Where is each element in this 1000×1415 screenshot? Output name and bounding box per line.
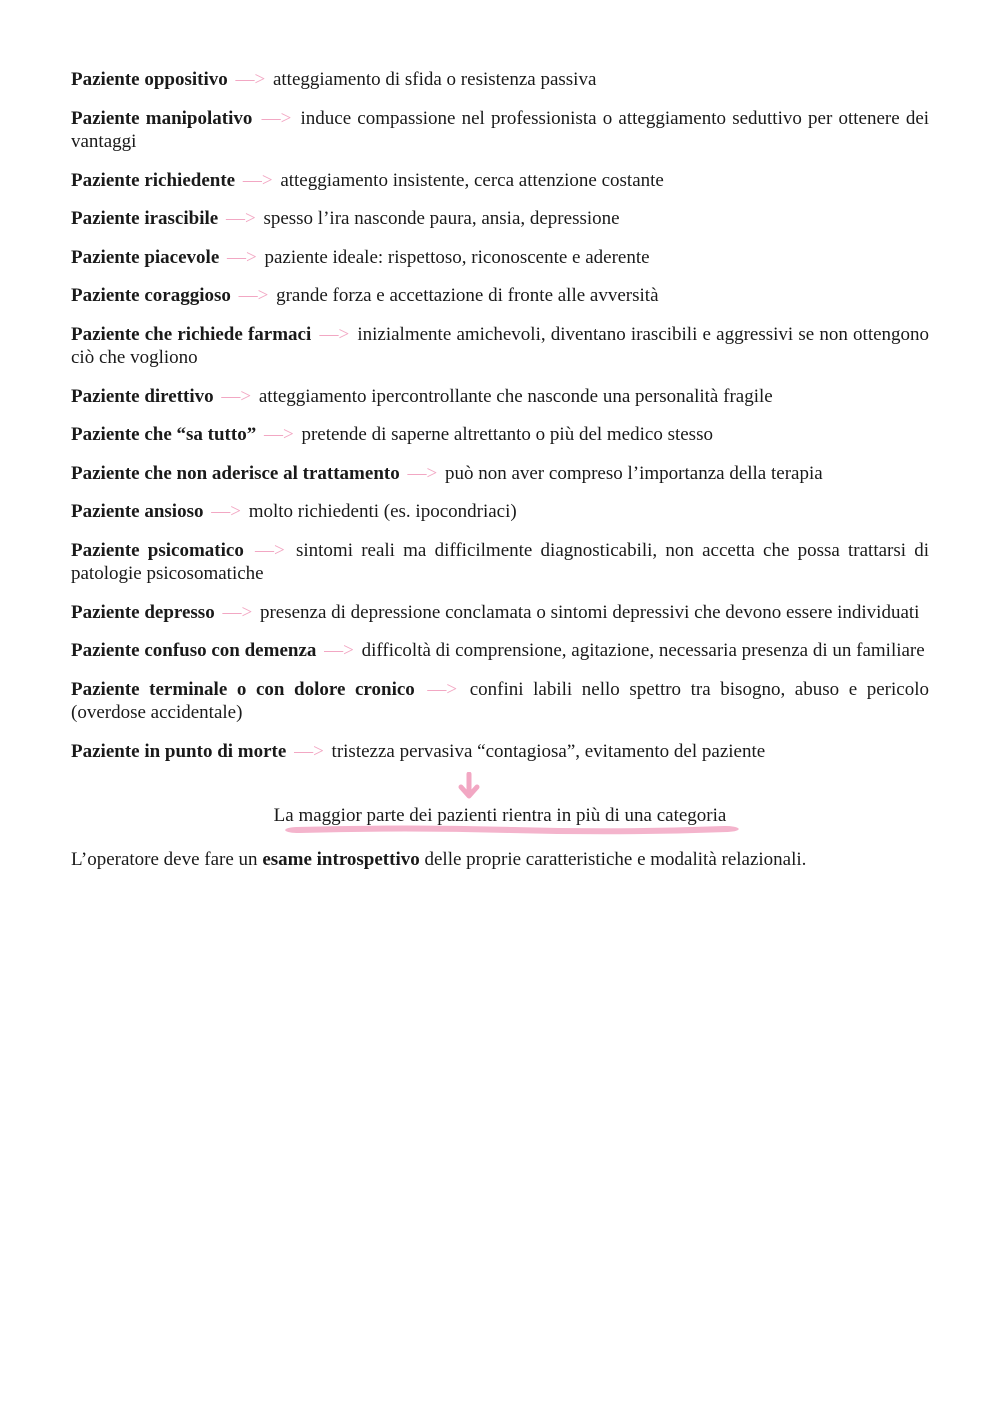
patient-type-description: difficoltà di comprensione, agitazione, necessaria presenza di un familiare [361,640,925,661]
patient-type-term: Paziente che non aderisce al trattamento [71,462,400,484]
arrow-icon: —> [225,208,256,229]
down-arrow-icon [454,772,484,802]
arrow-icon: —> [324,640,354,661]
patient-type-entry [71,107,929,154]
summary-highlighted-text [298,804,726,828]
patient-type-description: presenza di depressione conclamata o sintomi depressivi che devono essere individuati [259,601,920,623]
patient-type-entry [71,68,929,92]
patient-type-entry [71,539,929,586]
patient-type-term: Paziente piacevole [71,246,220,268]
arrow-icon: —> [319,323,350,345]
patient-type-term: Paziente richiedente [71,169,236,191]
patient-type-description: molto richiedenti (es. ipocondriaci) [248,501,517,522]
patient-type-description: pretende di saperne altrettanto o più del medico stesso [301,424,713,445]
closing-bold: esame introspettivo [262,848,420,870]
patient-type-entry [71,639,929,663]
arrow-icon: —> [238,285,269,306]
patient-type-description: grande forza e accettazione di fronte alle avversità [276,285,659,306]
patient-type-entry [71,169,929,193]
document-page [71,68,929,871]
patient-type-term: Paziente che “sa tutto” [71,424,257,445]
patient-type-term: Paziente irascibile [71,208,219,229]
patient-type-entry [71,678,929,725]
patient-type-entry [71,284,929,308]
arrow-icon: —> [261,107,292,129]
arrow-icon: —> [255,539,285,561]
patient-type-entry [71,207,929,231]
patient-type-description: confini labili nello spettro tra bisogno, abuso e pericolo (overdose accidentale) [71,678,929,723]
patient-type-entry [71,500,929,524]
patient-type-entry [71,462,929,486]
patient-type-term: Paziente direttivo [71,385,214,407]
patient-type-term: Paziente oppositivo [71,69,228,90]
arrow-icon: —> [427,678,458,700]
summary-prefix: La [273,805,299,826]
patient-type-term: Paziente depresso [71,601,215,623]
patient-type-term: Paziente ansioso [71,501,204,522]
patient-type-entry [71,246,929,270]
closing-after: delle proprie caratteristiche e modalità relazionali. [419,848,807,870]
arrow-icon: —> [221,385,252,407]
patient-type-term: Paziente confuso con demenza [71,640,317,661]
arrow-icon: —> [263,424,294,445]
patient-type-term: Paziente coraggioso [71,285,231,306]
patient-type-description: spesso l’ira nasconde paura, ansia, depressione [263,208,620,229]
patient-type-description: atteggiamento di sfida o resistenza passiva [272,69,597,90]
patient-types-list [71,68,929,763]
patient-type-description: atteggiamento insistente, cerca attenzione costante [280,169,664,191]
patient-type-entry [71,385,929,409]
arrow-icon: —> [211,501,241,522]
patient-type-term: Paziente terminale o con dolore cronico [71,678,415,700]
closing-before: L’operatore deve fare un [71,848,263,870]
arrow-icon: —> [294,740,324,762]
patient-type-description: sintomi reali ma difficilmente diagnosticabili, non accetta che possa trattarsi di patologie psicosomatiche [71,539,930,584]
patient-type-entry [71,740,929,764]
arrow-icon: —> [242,169,273,191]
patient-type-description: induce compassione nel professionista o atteggiamento seduttivo per ottenere dei vantaggi [71,107,930,152]
patient-type-description: paziente ideale: rispettoso, riconoscente e aderente [264,246,650,268]
patient-type-term: Paziente psicomatico [71,539,244,561]
patient-type-term: Paziente manipolativo [71,107,253,129]
arrow-icon: —> [235,69,266,90]
closing-sentence [71,848,929,872]
patient-type-description: può non aver compreso l’importanza della terapia [444,462,823,484]
patient-type-description: tristezza pervasiva “contagiosa”, evitamento del paziente [331,740,766,762]
patient-type-description: atteggiamento ipercontrollante che nasconde una personalità fragile [258,385,773,407]
patient-type-term: Paziente in punto di morte [71,740,287,762]
arrow-icon: —> [407,462,438,484]
patient-type-term: Paziente che richiede farmaci [71,323,312,345]
patient-type-description: inizialmente amichevoli, diventano irascibili e aggressivi se non ottengono ciò che vogliono [71,323,930,368]
arrow-icon: —> [227,246,257,268]
summary-sentence [71,804,929,828]
patient-type-entry [71,601,929,625]
arrow-icon: —> [222,601,253,623]
patient-type-entry [71,423,929,447]
patient-type-entry [71,323,929,370]
highlight-underline [298,824,726,836]
summary-highlighted-label: maggior parte dei pazienti rientra in più di una categoria [298,805,727,826]
